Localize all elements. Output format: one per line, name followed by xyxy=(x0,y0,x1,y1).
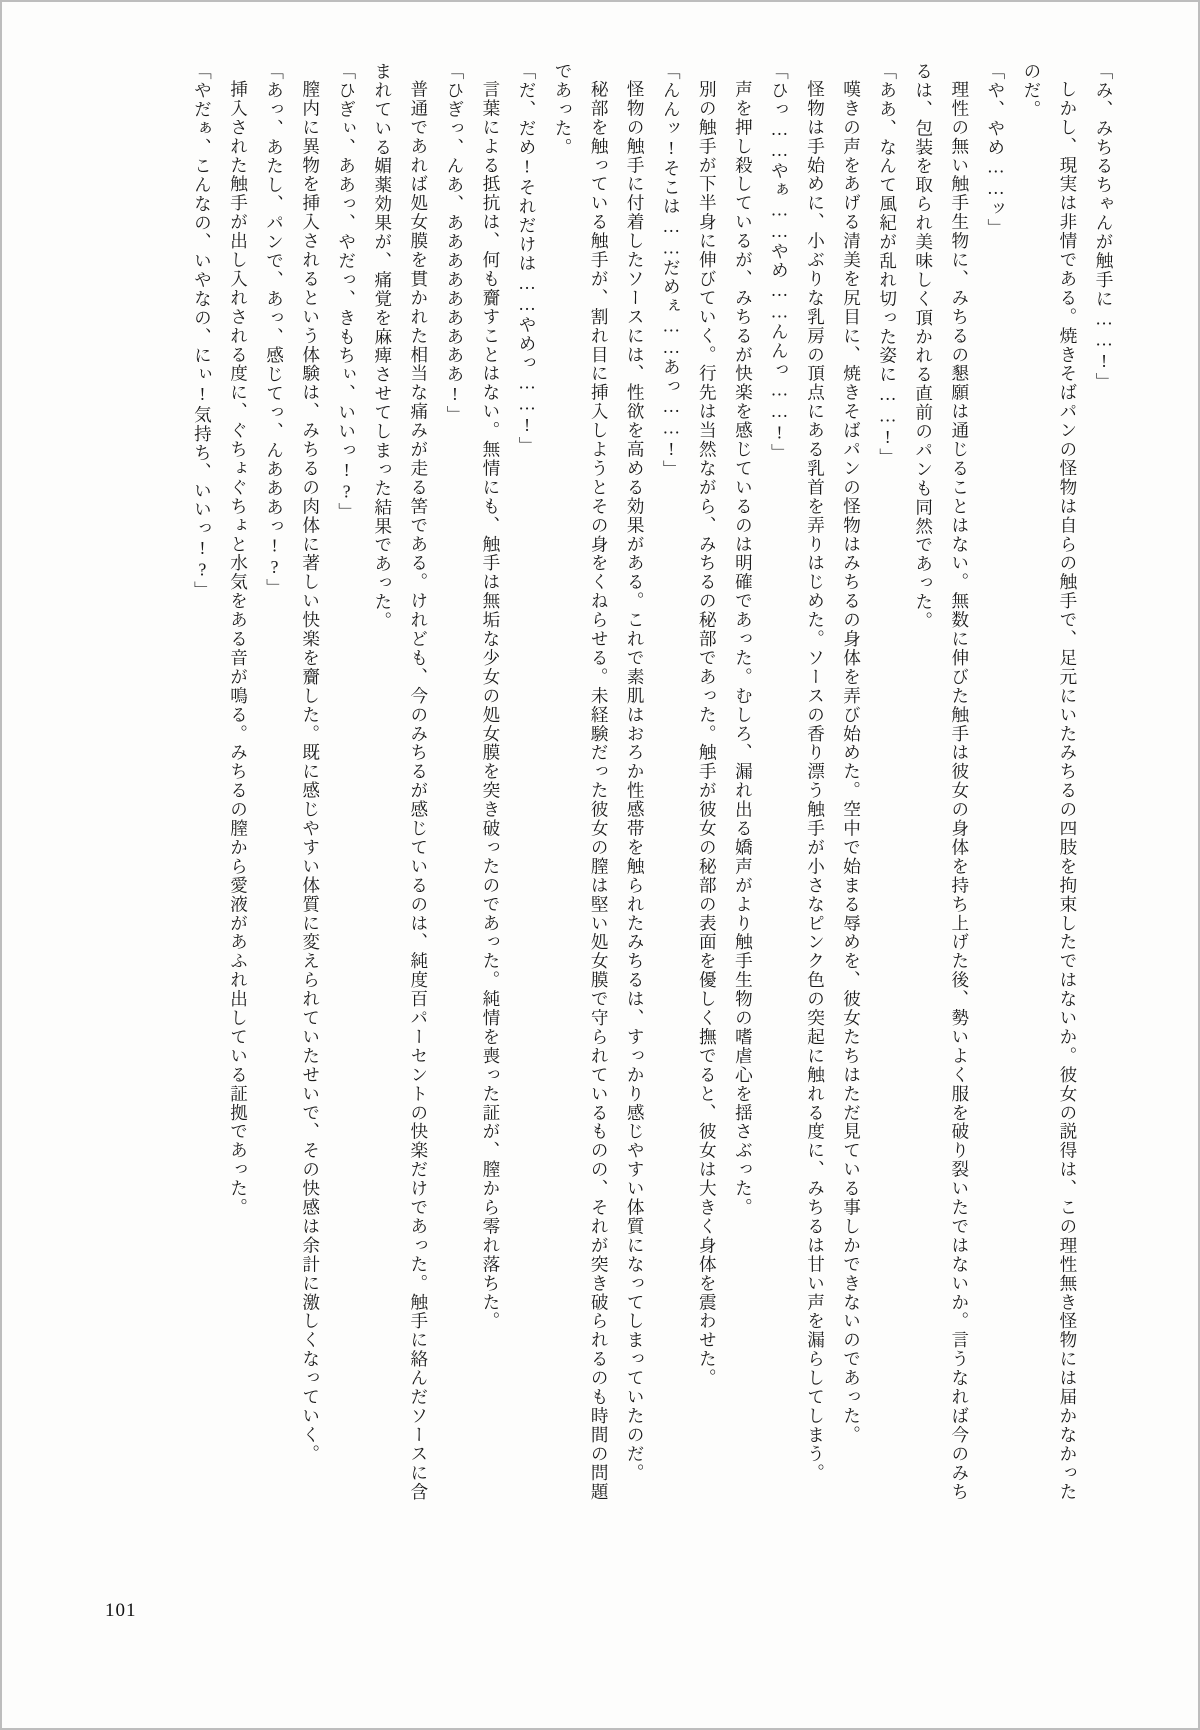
paragraph: 「ひぎぃ、ああっ、やだっ、きもちぃ、いいっ!?」 xyxy=(336,62,357,522)
page-text-body xyxy=(160,62,1122,1517)
paragraph: しかし、現実は非情である。焼きそばパンの怪物は自らの触手で、足元にいたみちるの四肢を拘束したではないか。彼女の説得は、この理性無き怪物には届かなかったのだ。 xyxy=(1021,62,1078,1501)
paragraph: 「やだぁ、こんなの、いやなの、にぃ!気持ち、いいっ!?」 xyxy=(192,62,213,600)
paragraph: 普通であれば処女膜を貫かれた相当な痛みが走る筈である。けれども、今のみちるが感じているのは、純度百パーセントの快楽だけであった。触手に絡んだソースに含まれている媚薬効果が、痛覚を麻痺させてしまった結果であった。 xyxy=(372,62,429,1501)
paragraph: 「だ、だめ!それだけは……やめっ……!」 xyxy=(517,62,537,456)
paragraph: 「ひっ……やぁ……やめ……んんっ……!」 xyxy=(769,62,790,463)
paragraph: 「や、やめ……ッ」 xyxy=(985,62,1006,238)
paragraph: 「んんッ!そこは……だめぇ……あっ……!」 xyxy=(661,62,682,480)
paragraph: 「あっ、あたし、パンで、あっ、感じてっ、んあああっ!?」 xyxy=(264,62,285,598)
paragraph: 「ひぎっ、んあ、あああああああああ!」 xyxy=(444,62,465,425)
page-border-left xyxy=(0,0,2,1730)
paragraph: 秘部を触っている触手が、割れ目に挿入しようとその身をくねらせる。未経験だった彼女の膣は堅い処女膜で守られているものの、それが突き破られるのも時間の問題であった。 xyxy=(553,62,610,1501)
paragraph: 怪物は手始めに、小ぶりな乳房の頂点にある乳首を弄りはじめた。ソースの香り漂う触手が小さなピンク色の突起に触れる度に、みちるは甘い声を漏らしてしまう。 xyxy=(805,79,826,1482)
page-number: 101 xyxy=(105,1600,137,1621)
paragraph: 嘆きの声をあげる清美を尻目に、焼きそばパンの怪物はみちるの身体を弄び始めた。空中で始まる辱めを、彼女たちはただ見ている事しかできないのであった。 xyxy=(841,79,862,1444)
paragraph: 挿入された触手が出し入れされる度に、ぐちょぐちょと水気をある音が鳴る。みちるの膣から愛液があふれ出している証拠であった。 xyxy=(228,79,249,1217)
page-border-top xyxy=(0,0,1200,2)
paragraph: 声を押し殺しているが、みちるが快楽を感じているのは明確であった。むしろ、漏れ出る嬌声がより触手生物の嗜虐心を揺さぶった。 xyxy=(733,79,754,1217)
paragraph: 別の触手が下半身に伸びていく。行先は当然ながら、みちるの秘部であった。触手が彼女の秘部の表面を優しく撫でると、彼女は大きく身体を震わせた。 xyxy=(697,79,718,1388)
paragraph: 「み、みちるちゃんが触手に……!」 xyxy=(1094,62,1114,392)
paragraph: 膣内に異物を挿入されるという体験は、みちるの肉体に著しい快楽を齎した。既に感じやすい体質に変えられていたせいで、その快感は余計に激しくなっていく。 xyxy=(300,79,321,1463)
paragraph: 怪物の触手に付着したソースには、性欲を高める効果がある。これで素肌はおろか性感帯を触られたみちるは、すっかり感じやすい体質になってしまっていたのだ。 xyxy=(625,79,646,1482)
paragraph: 「ああ、なんて風紀が乱れ切った姿に……!」 xyxy=(877,62,898,468)
paragraph: 言葉による抵抗は、何も齎すことはない。無情にも、触手は無垢な少女の処女膜を突き破ったのであった。純情を喪った証が、膣から零れ落ちた。 xyxy=(480,79,501,1331)
paragraph: 理性の無い触手生物に、みちるの懇願は通じることはない。無数に伸びた触手は彼女の身体を持ち上げた後、勢いよく服を破り裂いたではないか。言うなれば今のみちるは、包装を取られ美味しく頂かれる直前のパンも同然であった。 xyxy=(913,62,970,1501)
